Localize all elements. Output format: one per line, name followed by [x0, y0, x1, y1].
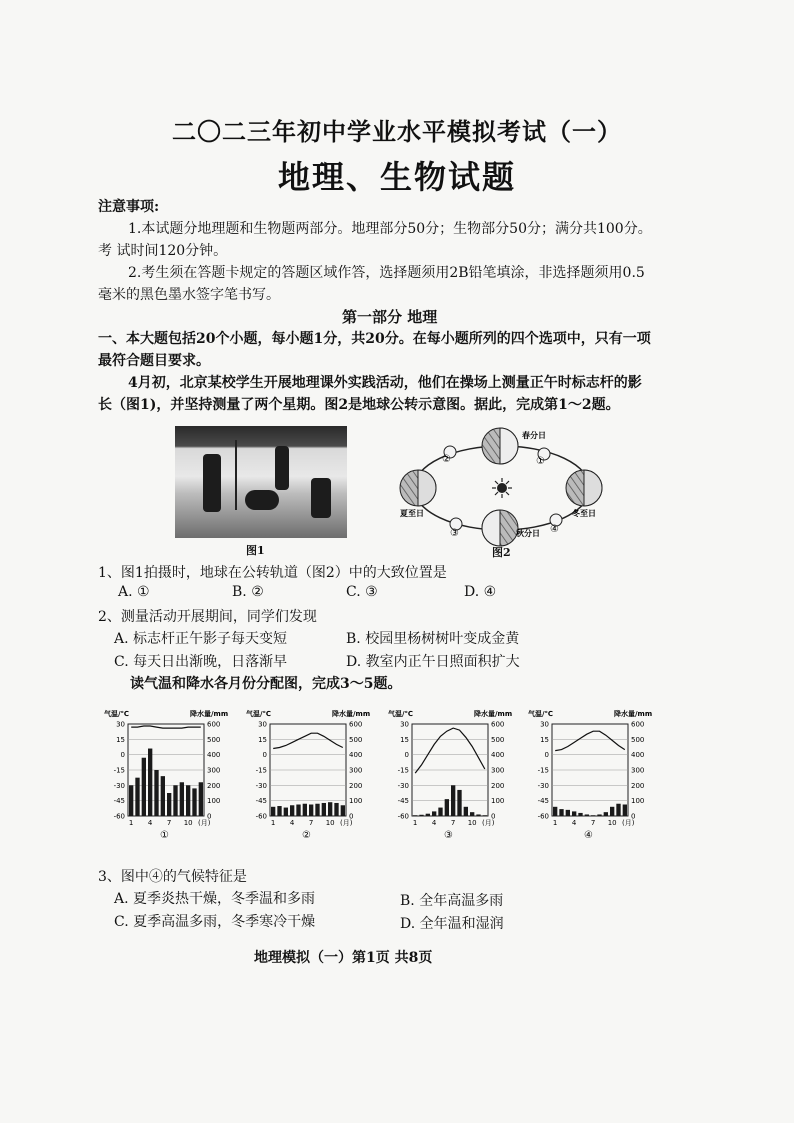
chart1-precip-bar: [148, 749, 152, 816]
chart2-precip-bar: [328, 802, 332, 816]
chart3-temp-tick: -60: [397, 812, 409, 821]
chart4-precip-bar: [604, 812, 608, 816]
chart1-precip-tick: 300: [207, 766, 221, 775]
q1-stem: 1、图1拍摄时，地球在公转轨道（图2）中的大致位置是: [98, 565, 447, 581]
chart1-temp-line: [131, 726, 201, 728]
chart3-precip-bar: [438, 808, 442, 816]
exam-subtitle: 地理、生物试题: [277, 158, 516, 196]
chart2-precip-tick: 100: [349, 797, 363, 806]
q1-option-b: B. ②: [232, 584, 264, 600]
chart3-label: ③: [444, 830, 453, 841]
label-winter: 冬至日: [572, 509, 596, 518]
chart1-precip-bar: [180, 782, 184, 816]
chart1-precip-bar: [173, 785, 177, 816]
instruction-line1: 一、本大题包括20个小题，每小题1分，共20分。在每小题所列的四个选项中，只有一项: [98, 331, 651, 347]
chart2-label: ②: [302, 830, 311, 841]
chart4-temp-axis-title: 气温/℃: [528, 710, 554, 718]
earth-spring: [482, 428, 518, 464]
exam-title: 二〇二三年初中学业水平模拟考试（一）: [172, 117, 622, 146]
q3-option-d: D. 全年温和湿润: [400, 916, 504, 932]
chart1-temp-tick: 15: [116, 735, 125, 744]
earth-summer: [400, 470, 436, 506]
chart2-precip-bar: [315, 804, 319, 816]
notice-heading: 注意事项:: [98, 199, 160, 215]
chart1-precip-bar: [129, 785, 133, 816]
chart3-precip-tick: 0: [491, 812, 496, 821]
chart3-temp-tick: 15: [400, 735, 409, 744]
chart1-precip-tick: 400: [207, 751, 221, 760]
chart2-temp-tick: -15: [255, 766, 267, 775]
figure1-photo: [175, 426, 347, 538]
instruction-line2: 最符合题目要求。: [98, 353, 210, 369]
chart1-temp-axis-title: 气温/℃: [104, 710, 130, 718]
label-spring: 春分日: [522, 431, 546, 440]
chart1-precip-bar: [135, 778, 139, 816]
chart1-precip-bar: [199, 782, 203, 816]
chart3-month-tick: 1: [412, 819, 418, 827]
earth-orbit-diagram: [394, 424, 614, 556]
chart2-temp-tick: -30: [255, 781, 267, 790]
chart3-precip-tick: 600: [491, 720, 505, 729]
chart1-temp-tick: -15: [113, 766, 125, 775]
chart3-month-tick: 7: [450, 819, 456, 827]
chart4-precip-tick: 500: [631, 735, 645, 744]
chart3-temp-tick: -30: [397, 781, 409, 790]
chart3-precip-bar: [432, 811, 436, 816]
chart4-precip-tick: 600: [631, 720, 645, 729]
chart4-temp-tick: -60: [537, 812, 549, 821]
chart2-temp-tick: 0: [262, 751, 267, 760]
chart3-month-tick: 4: [431, 819, 437, 827]
chart3-precip-tick: 100: [491, 797, 505, 806]
chart1-precip-tick: 100: [207, 797, 221, 806]
chart4-precip-bar: [566, 810, 570, 816]
chart4-precip-tick: 0: [631, 812, 636, 821]
chart4-precip-bar: [610, 807, 614, 816]
page-footer: 地理模拟（一）第1页 共8页: [254, 950, 433, 966]
figure2-caption: 图2: [492, 546, 511, 559]
chart2-precip-tick: 500: [349, 735, 363, 744]
chart3-temp-tick: 0: [404, 751, 409, 760]
earth-winter: [566, 470, 602, 506]
chart4-month-tick: 4: [571, 819, 577, 827]
chart3-precip-tick: 300: [491, 766, 505, 775]
q1-option-a: A. ①: [118, 584, 150, 600]
chart3-precip-bar: [445, 799, 449, 816]
sun-icon: [492, 478, 512, 498]
chart2-precip-bar: [303, 804, 307, 816]
chart2-precip-tick: 0: [349, 812, 354, 821]
marker-3: ③: [450, 528, 459, 539]
chart2-precip-tick: 600: [349, 720, 363, 729]
chart1-precip-tick: 200: [207, 781, 221, 790]
chart2-month-tick: 7: [308, 819, 314, 827]
chart4-temp-tick: 15: [540, 735, 549, 744]
chart2-precip-bar: [284, 808, 288, 816]
q3-option-a: A. 夏季炎热干燥，冬季温和多雨: [114, 891, 316, 907]
chart4-precip-bar: [623, 805, 627, 817]
chart3-month-tick: 10: [467, 819, 477, 827]
notice-item2-line2: 毫米的黑色墨水签字笔书写。: [98, 287, 280, 303]
q1-option-d: D. ④: [464, 584, 497, 600]
chart1-precip-tick: 600: [207, 720, 221, 729]
chart4-precip-bar: [591, 815, 595, 816]
chart1-precip-tick: 500: [207, 735, 221, 744]
chart4-temp-tick: 0: [544, 751, 549, 760]
q3-option-c: C. 夏季高温多雨，冬季寒冷干燥: [114, 914, 316, 930]
chart4-precip-tick: 400: [631, 751, 645, 760]
chart3-precip-bar: [419, 815, 423, 816]
chart4-month-unit: (月): [622, 819, 635, 827]
chart2-precip-bar: [271, 807, 275, 816]
chart3-month-unit: (月): [482, 819, 495, 827]
chart3-temp-axis-title: 气温/℃: [388, 710, 414, 718]
q1-option-c: C. ③: [346, 584, 378, 600]
chart1-precip-bar: [192, 788, 196, 816]
chart1-temp-tick: 30: [116, 720, 125, 729]
chart2-temp-axis-title: 气温/℃: [246, 710, 272, 718]
label-summer: 夏至日: [400, 509, 424, 518]
climate-intro: 读气温和降水各月份分配图，完成3～5题。: [130, 676, 402, 692]
notice-item1-line2: 考 试时间120分钟。: [98, 243, 228, 259]
chart1-temp-tick: -45: [113, 797, 125, 806]
marker-4: ④: [550, 524, 559, 535]
chart4-precip-bar: [553, 807, 557, 816]
q2-option-a: A. 标志杆正午影子每天变短: [114, 631, 288, 647]
material-line1: 4月初，北京某校学生开展地理课外实践活动，他们在操场上测量正午时标志杆的影: [128, 375, 642, 391]
chart2-precip-bar: [334, 803, 338, 816]
chart3-temp-line: [415, 728, 485, 773]
chart3-precip-bar: [413, 815, 417, 816]
q2-option-b: B. 校园里杨树树叶变成金黄: [346, 631, 520, 647]
chart2-precip-tick: 300: [349, 766, 363, 775]
chart3-precip-bar: [464, 807, 468, 816]
chart4-precip-bar: [597, 814, 601, 816]
chart2-precip-bar: [277, 806, 281, 816]
chart3-precip-bar: [470, 812, 474, 816]
chart4-precip-axis-title: 降水量/mm: [614, 710, 653, 718]
chart4-month-tick: 10: [607, 819, 617, 827]
chart2-temp-tick: -45: [255, 797, 267, 806]
notice-item1-line1: 1.本试题分地理题和生物题两部分。地理部分50分；生物部分50分；满分共100分。: [128, 221, 652, 237]
chart1-month-unit: (月): [198, 819, 211, 827]
chart4-temp-tick: -45: [537, 797, 549, 806]
chart4-precip-tick: 100: [631, 797, 645, 806]
chart3-precip-tick: 500: [491, 735, 505, 744]
q2-stem: 2、测量活动开展期间，同学们发现: [98, 609, 317, 625]
chart3-precip-tick: 200: [491, 781, 505, 790]
q3-stem: 3、图中④的气候特征是: [98, 869, 247, 885]
chart1-precip-bar: [142, 758, 146, 816]
chart4-precip-bar: [559, 809, 563, 816]
chart1-precip-tick: 0: [207, 812, 212, 821]
marker-1: ①: [536, 456, 545, 467]
chart3-precip-bar: [457, 790, 461, 816]
chart1-month-tick: 10: [183, 819, 193, 827]
q2-option-c: C. 每天日出渐晚，日落渐早: [114, 654, 288, 670]
chart3-precip-bar: [426, 814, 430, 816]
chart1-precip-bar: [186, 785, 190, 816]
figure1-caption: 图1: [246, 544, 265, 557]
chart2-month-tick: 10: [325, 819, 335, 827]
chart4-precip-tick: 200: [631, 781, 645, 790]
chart1-precip-axis-title: 降水量/mm: [190, 710, 229, 718]
chart2-precip-bar: [296, 805, 300, 817]
chart3-precip-bar: [483, 815, 487, 816]
chart2-precip-axis-title: 降水量/mm: [332, 710, 371, 718]
chart4-precip-bar: [585, 814, 589, 816]
chart4-temp-line: [555, 731, 625, 750]
chart2-precip-bar: [290, 805, 294, 816]
chart1-temp-tick: -30: [113, 781, 125, 790]
chart3-temp-tick: -15: [397, 766, 409, 775]
chart2-month-unit: (月): [340, 819, 353, 827]
chart2-month-tick: 4: [289, 819, 295, 827]
chart2-month-tick: 1: [270, 819, 276, 827]
climate-charts: [100, 704, 660, 852]
notice-item2-line1: 2.考生须在答题卡规定的答题区域作答，选择题须用2B铅笔填涂，非选择题须用0.5: [128, 265, 645, 281]
chart1-precip-bar: [167, 793, 171, 816]
chart4-precip-bar: [572, 811, 576, 816]
chart2-temp-tick: -60: [255, 812, 267, 821]
chart1-precip-bar: [161, 776, 165, 816]
chart1-month-tick: 4: [147, 819, 153, 827]
chart4-month-tick: 1: [552, 819, 558, 827]
chart2-precip-bar: [341, 805, 345, 816]
chart2-precip-bar: [322, 803, 326, 816]
chart2-precip-tick: 400: [349, 751, 363, 760]
chart1-precip-bar: [154, 770, 158, 816]
label-autumn: 秋分日: [516, 529, 540, 538]
chart3-precip-axis-title: 降水量/mm: [474, 710, 513, 718]
chart3-precip-bar: [476, 814, 480, 816]
part1-heading: 第一部分 地理: [342, 308, 438, 326]
chart2-temp-line: [273, 733, 343, 748]
chart4-month-tick: 7: [590, 819, 596, 827]
chart2-precip-tick: 200: [349, 781, 363, 790]
chart4-precip-bar: [578, 813, 582, 816]
chart4-temp-tick: 30: [540, 720, 549, 729]
chart1-temp-tick: -60: [113, 812, 125, 821]
material-line2: 长（图1)，并坚持测量了两个星期。图2是地球公转示意图。据此，完成第1～2题。: [98, 397, 620, 413]
chart3-precip-bar: [451, 785, 455, 816]
chart2-temp-tick: 30: [258, 720, 267, 729]
marker-2: ②: [442, 454, 451, 465]
chart3-precip-tick: 400: [491, 751, 505, 760]
chart2-temp-tick: 15: [258, 735, 267, 744]
chart3-temp-tick: -45: [397, 797, 409, 806]
earth-autumn: [482, 510, 518, 546]
chart1-month-tick: 1: [128, 819, 134, 827]
chart4-label: ④: [584, 830, 593, 841]
q3-option-b: B. 全年高温多雨: [400, 893, 504, 909]
chart1-label: ①: [160, 830, 169, 841]
chart4-precip-tick: 300: [631, 766, 645, 775]
chart4-precip-bar: [616, 804, 620, 816]
q2-option-d: D. 教室内正午日照面积扩大: [346, 654, 520, 670]
chart3-temp-tick: 30: [400, 720, 409, 729]
chart4-temp-tick: -15: [537, 766, 549, 775]
chart1-temp-tick: 0: [120, 751, 125, 760]
chart2-precip-bar: [309, 805, 313, 817]
chart1-month-tick: 7: [166, 819, 172, 827]
chart4-temp-tick: -30: [537, 781, 549, 790]
